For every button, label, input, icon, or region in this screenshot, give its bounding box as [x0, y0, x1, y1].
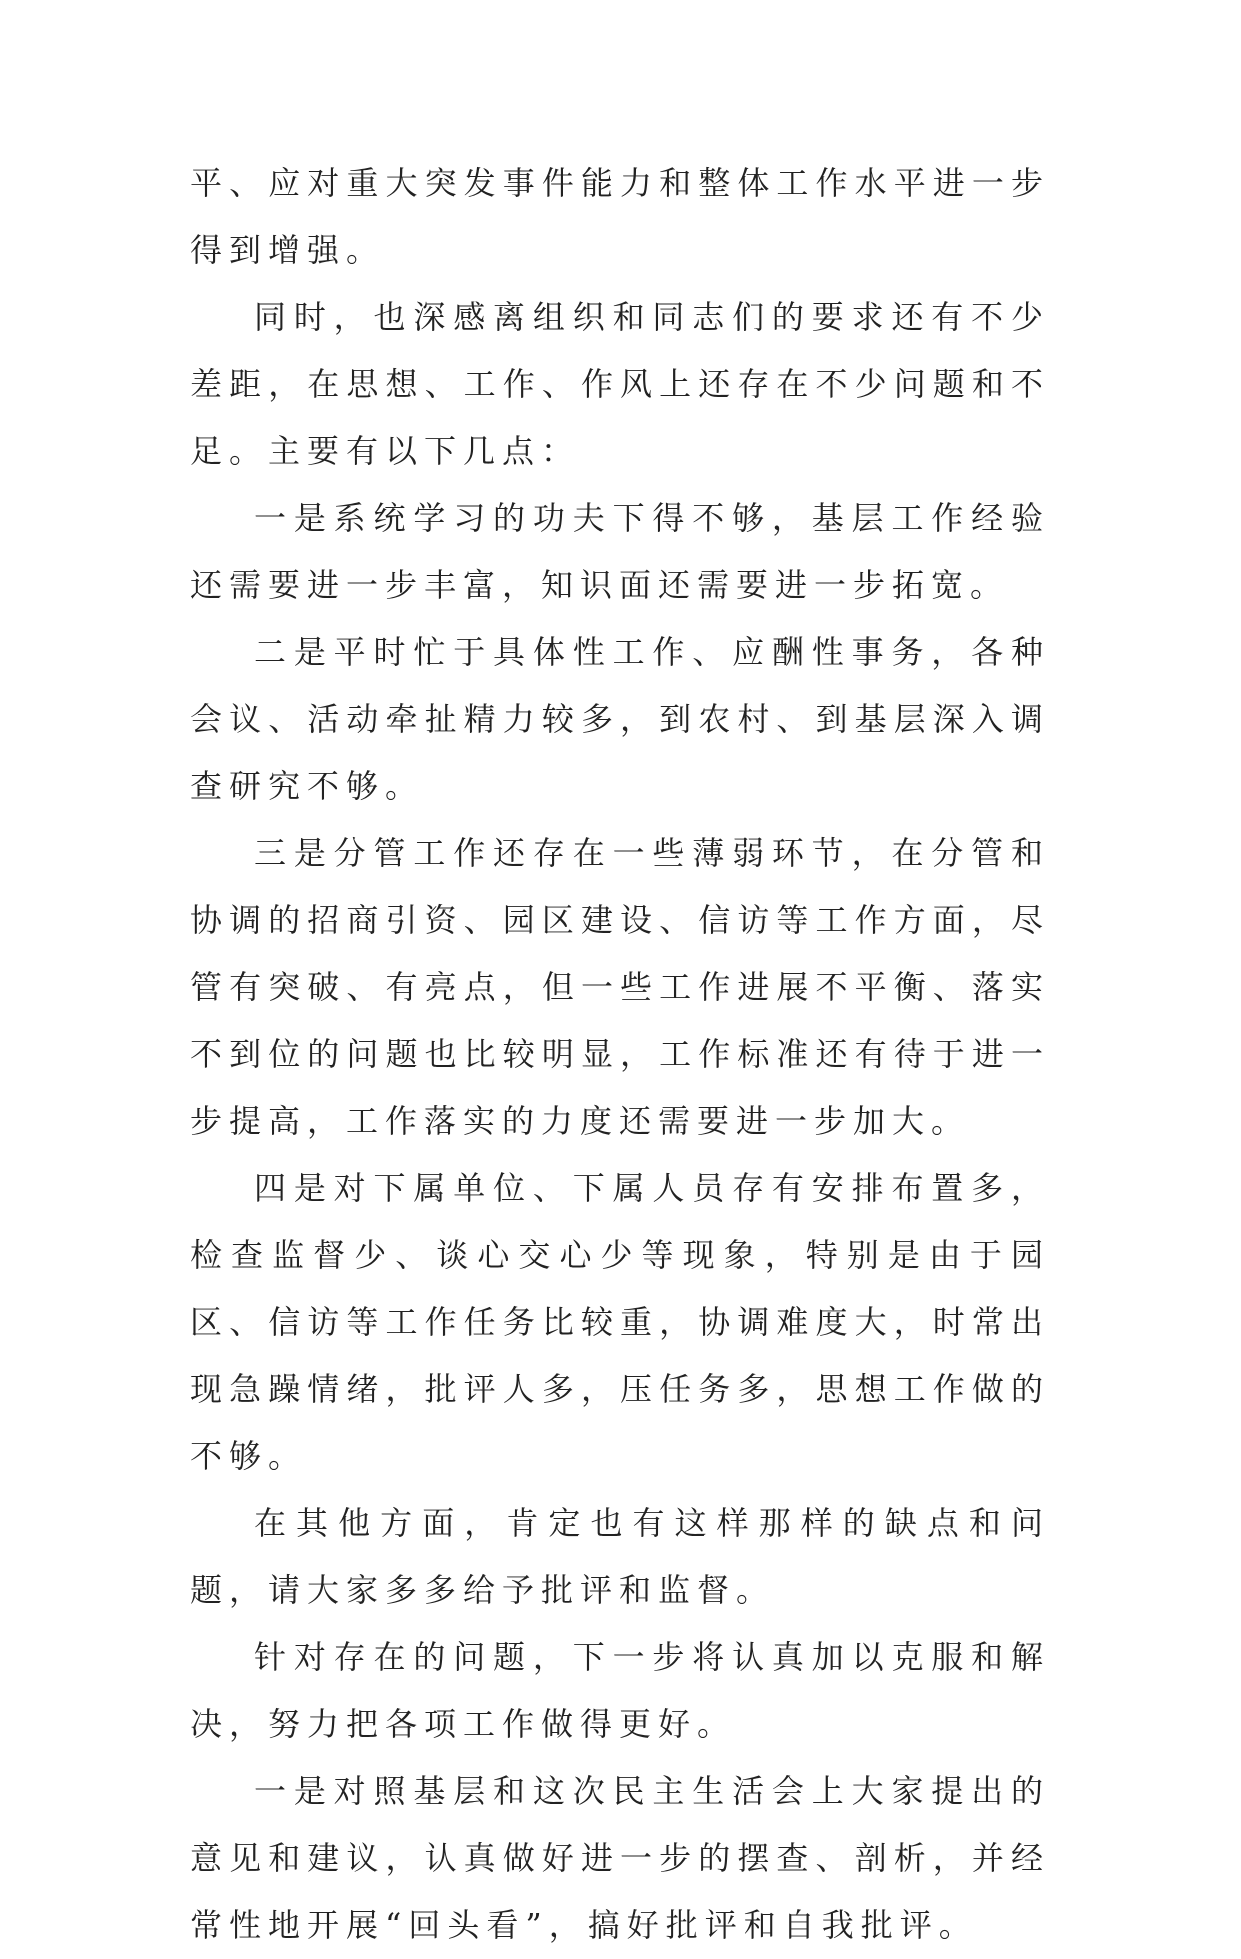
document-body [190, 150, 1050, 1959]
paragraph-point-1: 一是系统学习的功夫下得不够，基层工作经验还需要进一步丰富，知识面还需要进一步拓宽。 [190, 499, 1050, 604]
paragraph-measure-1: 一是对照基层和这次民主生活会上大家提出的意见和建议，认真做好进一步的摆查、剖析，并经常性地开展“回头看”，搞好批评和自我批评。 [190, 1772, 1050, 1944]
paragraph-continuation: 平、应对重大突发事件能力和整体工作水平进一步得到增强。 [190, 164, 1050, 269]
paragraph-other-aspects: 在其他方面，肯定也有这样那样的缺点和问题，请大家多多给予批评和监督。 [190, 1504, 1050, 1609]
paragraph-shortcomings-intro: 同时，也深感离组织和同志们的要求还有不少差距，在思想、工作、作风上还存在不少问题和不足。主要有以下几点： [190, 298, 1050, 470]
paragraph-point-3: 三是分管工作还存在一些薄弱环节，在分管和协调的招商引资、园区建设、信访等工作方面，尽管有突破、有亮点，但一些工作进展不平衡、落实不到位的问题也比较明显，工作标准还有待于进一步提高，工作落实的力度还需要进一步加大。 [190, 834, 1050, 1140]
paragraph-point-2: 二是平时忙于具体性工作、应酬性事务，各种会议、活动牵扯精力较多，到农村、到基层深入调查研究不够。 [190, 633, 1050, 805]
paragraph-next-steps: 针对存在的问题，下一步将认真加以克服和解决，努力把各项工作做得更好。 [190, 1638, 1050, 1743]
paragraph-point-4: 四是对下属单位、下属人员存有安排布置多，检查监督少、谈心交心少等现象，特别是由于园区、信访等工作任务比较重，协调难度大，时常出现急躁情绪，批评人多，压任务多，思想工作做的不够。 [190, 1169, 1050, 1475]
